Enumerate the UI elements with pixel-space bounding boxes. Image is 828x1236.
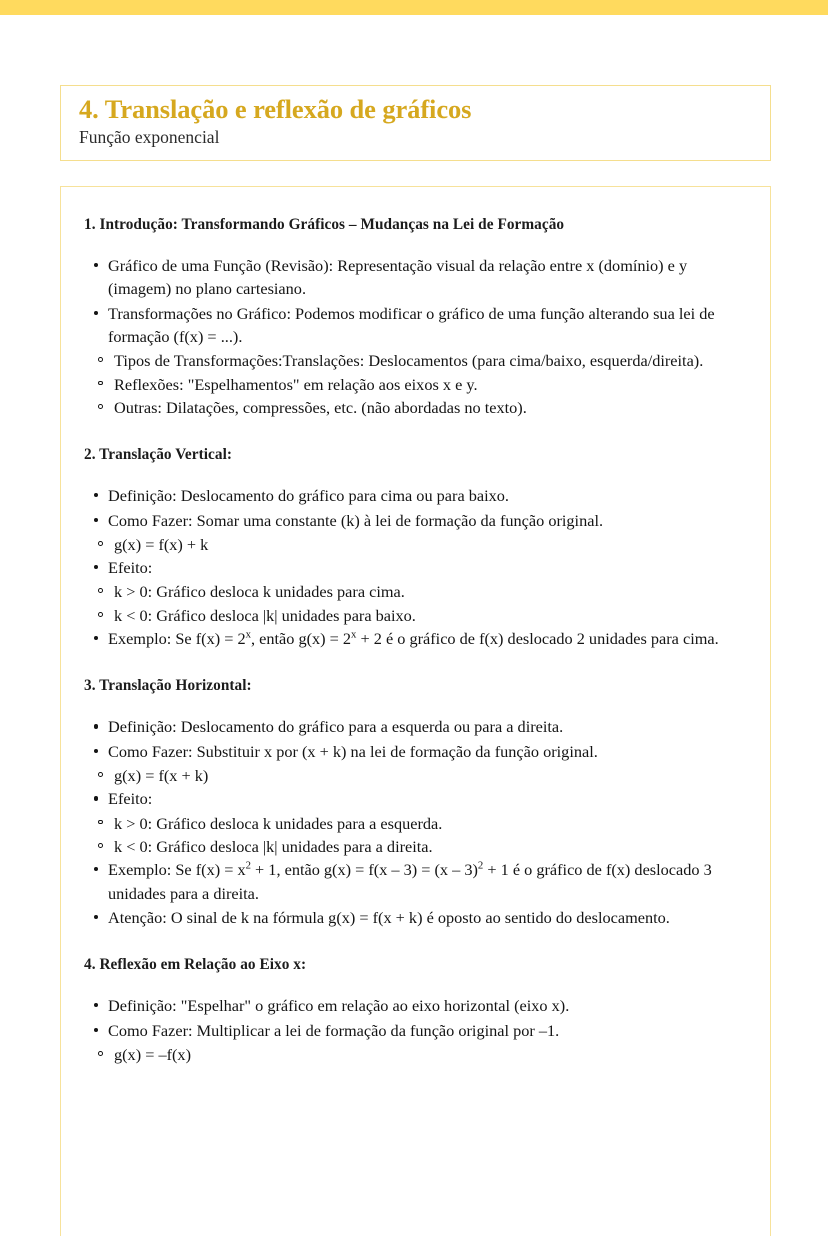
bullet-dot-icon <box>94 867 98 871</box>
top-accent-bar <box>0 0 828 15</box>
section-heading: 1. Introdução: Transformando Gráficos – Mudanças na Lei de Formação <box>84 216 565 233</box>
bullet-dot-icon <box>94 1003 98 1007</box>
list-item <box>84 302 748 349</box>
bullet-circle-icon <box>98 772 103 777</box>
sub-list-item <box>84 533 748 556</box>
title-card-inner <box>61 86 770 148</box>
sub-list-item <box>84 1043 748 1066</box>
bullet-dot-icon <box>94 636 98 640</box>
document-page <box>0 15 828 1171</box>
content-card <box>60 186 771 1236</box>
sub-list-wrapper <box>84 764 748 787</box>
section-block <box>84 215 748 419</box>
sub-list-item <box>84 349 748 372</box>
list-item-text: Efeito: <box>108 789 153 809</box>
bullet-dot-icon <box>94 311 98 315</box>
bullet-circle-icon <box>98 404 103 409</box>
list-item-text: Definição: "Espelhar" o gráfico em relação ao eixo horizontal (eixo x). <box>108 996 570 1016</box>
sub-bullet-list <box>84 533 748 556</box>
bullet-dot-icon <box>94 263 98 267</box>
list-item <box>84 484 748 507</box>
list-item-text: Como Fazer: Substituir x por (x + k) na lei de formação da função original. <box>108 741 598 761</box>
sub-list-item <box>84 764 748 787</box>
sub-list-wrapper <box>84 349 748 419</box>
list-item-text: Definição: Deslocamento do gráfico para a esquerda ou para a direita. <box>108 717 564 737</box>
list-item <box>84 787 748 810</box>
list-item <box>84 906 748 929</box>
bullet-dot-icon <box>94 796 98 800</box>
list-item <box>84 858 748 905</box>
section-block <box>84 955 748 1066</box>
list-item-text: Como Fazer: Multiplicar a lei de formação da função original por –1. <box>108 1020 560 1040</box>
sub-list-wrapper <box>84 1043 748 1066</box>
section-heading: 4. Reflexão em Relação ao Eixo x: <box>84 956 307 974</box>
sub-list-item-text: Reflexões: "Espelhamentos" em relação aos eixos x e y. <box>114 374 478 394</box>
list-item-text: Exemplo: Se $f(x) = 2^x$, então $g(x) = 2^x + 2$ é o gráfico de f(x) deslocado 2 unidades para cima. <box>108 628 719 649</box>
page-title: 4. Translação e reflexão de gráficos <box>79 94 472 124</box>
bullet-dot-icon <box>94 1028 98 1032</box>
list-item-text: Definição: Deslocamento do gráfico para cima ou para baixo. <box>108 486 509 506</box>
bullet-circle-icon <box>98 1051 103 1056</box>
bullet-circle-icon <box>98 820 103 825</box>
list-item <box>84 1019 748 1042</box>
sub-list-item-text: g(x) = –f(x) <box>114 1044 191 1064</box>
sub-list-wrapper <box>84 812 748 859</box>
sub-list-item-text: k > 0: Gráfico desloca k unidades para cima. <box>114 582 405 602</box>
sub-list-item <box>84 580 748 603</box>
bullet-dot-icon <box>94 518 98 522</box>
bullet-list <box>84 484 748 650</box>
sub-list-item-text: Tipos de Transformações:Translações: Deslocamentos (para cima/baixo, esquerda/direita). <box>114 351 704 371</box>
title-card <box>60 85 771 161</box>
sub-bullet-list <box>84 1043 748 1066</box>
sub-list-item-text: Outras: Dilatações, compressões, etc. (não abordadas no texto). <box>114 397 527 417</box>
bullet-circle-icon <box>98 357 103 362</box>
content-body <box>61 187 770 1066</box>
list-item-text: Transformações no Gráfico: Podemos modificar o gráfico de uma função alterando sua lei de formação (f(x) = ...). <box>108 303 715 346</box>
bullet-dot-icon <box>94 724 98 728</box>
sub-list-item <box>84 812 748 835</box>
list-item <box>84 740 748 763</box>
sub-bullet-list <box>84 349 748 419</box>
sub-bullet-list <box>84 812 748 859</box>
sub-list-wrapper <box>84 580 748 627</box>
sub-list-item-text: k < 0: Gráfico desloca |k| unidades para a direita. <box>114 836 433 856</box>
sub-list-item <box>84 604 748 627</box>
bullet-list <box>84 715 748 929</box>
sub-bullet-list <box>84 764 748 787</box>
sub-list-item <box>84 835 748 858</box>
list-item-text: Exemplo: Se $f(x) = x^2 + 1$, então g(x) = f(x – 3) = (x – 3)$^2$ + 1 é o gráfico de f(x) deslocado 3 unidades para a direita. <box>108 859 712 903</box>
list-item-text: Atenção: O sinal de k na fórmula g(x) = f(x + k) é oposto ao sentido do deslocamento. <box>108 907 670 927</box>
sub-list-item-text: g(x) = f(x) + k <box>114 534 209 554</box>
list-item <box>84 994 748 1017</box>
bullet-circle-icon <box>98 541 103 546</box>
list-item <box>84 556 748 579</box>
section-heading: 3. Translação Horizontal: <box>84 677 252 695</box>
sub-list-item-text: k > 0: Gráfico desloca k unidades para a esquerda. <box>114 813 443 833</box>
list-item <box>84 509 748 532</box>
bullet-circle-icon <box>98 588 103 593</box>
bullet-circle-icon <box>98 381 103 386</box>
bullet-dot-icon <box>94 915 98 919</box>
sub-list-item-text: g(x) = f(x + k) <box>114 766 209 786</box>
page-subtitle: Função exponencial <box>79 126 220 147</box>
sub-list-item <box>84 396 748 419</box>
sub-bullet-list <box>84 580 748 627</box>
list-item-text: Como Fazer: Somar uma constante (k) à lei de formação da função original. <box>108 510 604 530</box>
bullet-dot-icon <box>94 565 98 569</box>
sub-list-item-text: k < 0: Gráfico desloca |k| unidades para baixo. <box>114 605 416 625</box>
list-item <box>84 254 748 301</box>
section-block <box>84 676 748 929</box>
bullet-circle-icon <box>98 843 103 848</box>
bullet-dot-icon <box>94 493 98 497</box>
bullet-list <box>84 254 748 419</box>
sub-list-item <box>84 373 748 396</box>
list-item-text: Gráfico de uma Função (Revisão): Representação visual da relação entre x (domínio) e y (imagem) no plano cartesiano. <box>108 256 688 299</box>
list-item <box>84 715 748 738</box>
bullet-circle-icon <box>98 612 103 617</box>
list-item-text: Efeito: <box>108 558 153 578</box>
bullet-dot-icon <box>94 749 98 753</box>
sub-list-wrapper <box>84 533 748 556</box>
section-block <box>84 445 748 650</box>
section-heading: 2. Translação Vertical: <box>84 446 233 464</box>
list-item <box>84 627 748 650</box>
bullet-list <box>84 994 748 1066</box>
